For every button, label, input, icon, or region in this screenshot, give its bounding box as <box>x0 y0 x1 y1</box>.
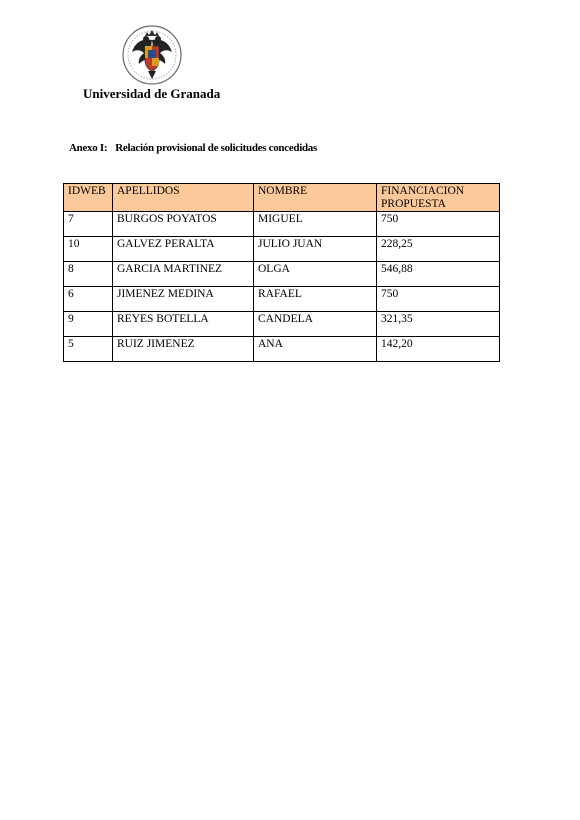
cell-nombre: ANA <box>254 337 377 362</box>
cell-financiacion: 750 <box>377 212 500 237</box>
column-header-financiacion: FINANCIACION PROPUESTA <box>377 184 500 212</box>
annex-label: Anexo I: <box>69 142 108 154</box>
grants-table <box>63 183 500 362</box>
cell-nombre: RAFAEL <box>254 287 377 312</box>
table-row <box>64 312 500 337</box>
cell-apellidos: BURGOS POYATOS <box>113 212 254 237</box>
cell-idweb: 6 <box>64 287 113 312</box>
cell-nombre: JULIO JUAN <box>254 237 377 262</box>
table-row <box>64 237 500 262</box>
cell-apellidos: GALVEZ PERALTA <box>113 237 254 262</box>
cell-idweb: 7 <box>64 212 113 237</box>
cell-apellidos: JIMENEZ MEDINA <box>113 287 254 312</box>
column-header-nombre: NOMBRE <box>254 184 377 212</box>
annex-title <box>69 142 317 154</box>
cell-nombre: MIGUEL <box>254 212 377 237</box>
cell-financiacion: 546,88 <box>377 262 500 287</box>
cell-nombre: OLGA <box>254 262 377 287</box>
university-crest-icon <box>121 24 183 86</box>
cell-nombre: CANDELA <box>254 312 377 337</box>
column-header-apellidos: APELLIDOS <box>113 184 254 212</box>
table-row <box>64 212 500 237</box>
cell-apellidos: GARCIA MARTINEZ <box>113 262 254 287</box>
table-header-row <box>64 184 500 212</box>
annex-heading: Relación provisional de solicitudes concedidas <box>115 142 317 154</box>
cell-financiacion: 321,35 <box>377 312 500 337</box>
column-header-idweb: IDWEB <box>64 184 113 212</box>
cell-idweb: 5 <box>64 337 113 362</box>
table-row <box>64 337 500 362</box>
table-row <box>64 262 500 287</box>
cell-financiacion: 142,20 <box>377 337 500 362</box>
cell-financiacion: 228,25 <box>377 237 500 262</box>
cell-financiacion: 750 <box>377 287 500 312</box>
university-name: Universidad de Granada <box>83 86 221 101</box>
cell-idweb: 8 <box>64 262 113 287</box>
cell-apellidos: RUIZ JIMENEZ <box>113 337 254 362</box>
cell-idweb: 9 <box>64 312 113 337</box>
table-row <box>64 287 500 312</box>
cell-apellidos: REYES BOTELLA <box>113 312 254 337</box>
cell-idweb: 10 <box>64 237 113 262</box>
